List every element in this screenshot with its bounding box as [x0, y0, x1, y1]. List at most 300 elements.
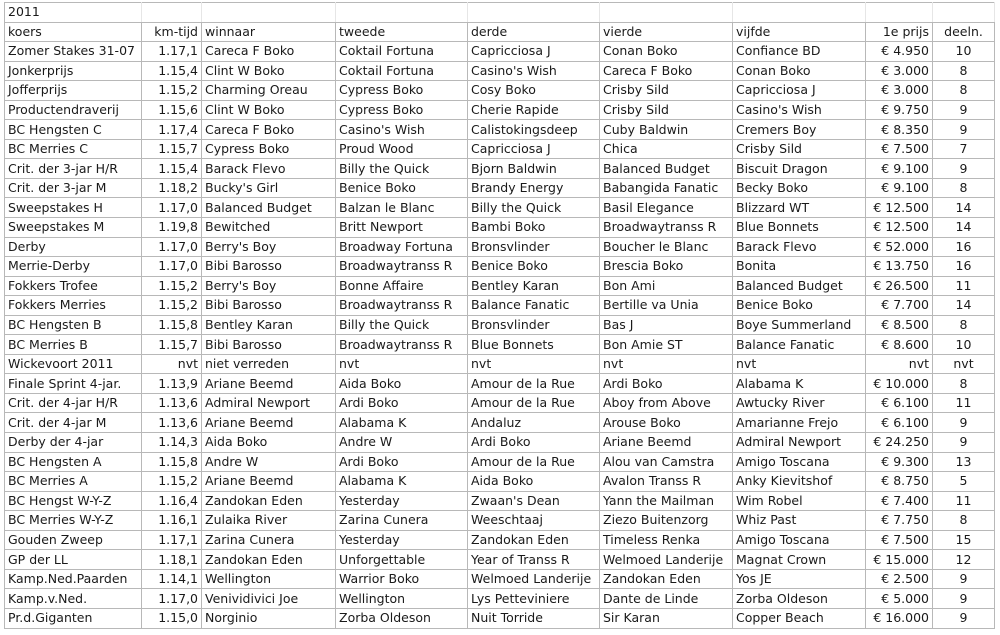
cell-prijs[interactable]: nvt [866, 354, 933, 374]
cell-prijs[interactable]: € 13.750 [866, 257, 933, 277]
table-row [5, 452, 995, 472]
cell-winnaar[interactable]: Bibi Barosso [202, 335, 336, 355]
cell-deelnemers[interactable]: 13 [933, 452, 995, 472]
cell-deelnemers[interactable]: 9 [933, 433, 995, 453]
cell-vierde[interactable]: Ardi Boko [600, 374, 733, 394]
cell-koers[interactable]: Pr.d.Giganten [5, 608, 142, 628]
cell-winnaar[interactable]: Admiral Newport [202, 393, 336, 413]
table-row [5, 491, 995, 511]
cell-tweede[interactable]: Bonne Affaire [336, 276, 468, 296]
cell-vijfde[interactable]: Yos JE [733, 569, 866, 589]
cell-prijs[interactable]: € 9.300 [866, 452, 933, 472]
cell-vierde[interactable]: Yann the Mailman [600, 491, 733, 511]
table-row [5, 511, 995, 531]
cell-km-tijd[interactable]: 1.15,7 [142, 139, 202, 159]
header-vierde[interactable]: vierde [600, 22, 733, 42]
cell-vijfde[interactable]: Balanced Budget [733, 276, 866, 296]
cell-koers[interactable]: GP der LL [5, 550, 142, 570]
table-row [5, 159, 995, 179]
cell-deelnemers[interactable]: 9 [933, 569, 995, 589]
cell-deelnemers[interactable]: 8 [933, 511, 995, 531]
cell-winnaar[interactable]: Bentley Karan [202, 315, 336, 335]
table-row [5, 296, 995, 316]
cell-km-tijd[interactable]: 1.15,2 [142, 296, 202, 316]
cell-tweede[interactable]: Billy the Quick [336, 315, 468, 335]
cell-winnaar[interactable]: Aida Boko [202, 433, 336, 453]
cell-km-tijd[interactable]: 1.18,1 [142, 550, 202, 570]
header-km-tijd[interactable]: km-tijd [142, 22, 202, 42]
cell-tweede[interactable]: Ardi Boko [336, 393, 468, 413]
cell-winnaar[interactable]: Charming Oreau [202, 81, 336, 101]
cell-vijfde[interactable]: Confiance BD [733, 42, 866, 62]
cell-derde[interactable]: Casino's Wish [468, 61, 600, 81]
cell-prijs[interactable]: € 6.100 [866, 393, 933, 413]
cell-vijfde[interactable]: Capricciosa J [733, 81, 866, 101]
cell-winnaar[interactable]: Berry's Boy [202, 237, 336, 257]
cell-winnaar[interactable]: Ariane Beemd [202, 374, 336, 394]
cell-vijfde[interactable]: nvt [733, 354, 866, 374]
cell-tweede[interactable]: Warrior Boko [336, 569, 468, 589]
cell-koers[interactable]: Jonkerprijs [5, 61, 142, 81]
cell-tweede[interactable]: Unforgettable [336, 550, 468, 570]
cell-derde[interactable]: Amour de la Rue [468, 452, 600, 472]
cell-koers[interactable]: Kamp.Ned.Paarden [5, 569, 142, 589]
cell-deelnemers[interactable]: 9 [933, 159, 995, 179]
cell-km-tijd[interactable]: 1.17,0 [142, 589, 202, 609]
cell-prijs[interactable]: € 7.750 [866, 511, 933, 531]
cell-prijs[interactable]: € 7.700 [866, 296, 933, 316]
cell-prijs[interactable]: € 3.000 [866, 61, 933, 81]
cell-km-tijd[interactable]: 1.16,1 [142, 511, 202, 531]
cell-derde[interactable]: Bambi Boko [468, 218, 600, 238]
cell-vijfde[interactable]: Becky Boko [733, 178, 866, 198]
cell-koers[interactable]: Kamp.v.Ned. [5, 589, 142, 609]
cell-vierde[interactable]: Bon Amie ST [600, 335, 733, 355]
cell-koers[interactable]: BC Merries W-Y-Z [5, 511, 142, 531]
cell-deelnemers[interactable]: 14 [933, 296, 995, 316]
cell-deelnemers[interactable]: 7 [933, 139, 995, 159]
cell-vierde[interactable]: Balanced Budget [600, 159, 733, 179]
cell-km-tijd[interactable]: 1.15,4 [142, 61, 202, 81]
cell-koers[interactable]: BC Hengsten A [5, 452, 142, 472]
cell-winnaar[interactable]: Zulaika River [202, 511, 336, 531]
cell-vierde[interactable]: Alou van Camstra [600, 452, 733, 472]
cell-vierde[interactable]: Conan Boko [600, 42, 733, 62]
cell-vijfde[interactable]: Bonita [733, 257, 866, 277]
cell-derde[interactable]: Bronsvlinder [468, 315, 600, 335]
cell-deelnemers[interactable]: 8 [933, 315, 995, 335]
cell-derde[interactable]: Lys Petteviniere [468, 589, 600, 609]
cell-tweede[interactable]: Wellington [336, 589, 468, 609]
cell-deelnemers[interactable]: 10 [933, 42, 995, 62]
cell-km-tijd[interactable]: 1.17,0 [142, 198, 202, 218]
cell-deelnemers[interactable]: 9 [933, 413, 995, 433]
cell-prijs[interactable]: € 10.000 [866, 374, 933, 394]
cell-deelnemers[interactable]: 14 [933, 218, 995, 238]
cell-vijfde[interactable]: Copper Beach [733, 608, 866, 628]
cell-derde[interactable]: Capricciosa J [468, 139, 600, 159]
cell-winnaar[interactable]: Careca F Boko [202, 120, 336, 140]
cell-koers[interactable]: Finale Sprint 4-jar. [5, 374, 142, 394]
cell-derde[interactable]: Amour de la Rue [468, 393, 600, 413]
cell-tweede[interactable]: Broadwaytranss R [336, 296, 468, 316]
cell-derde[interactable]: Balance Fanatic [468, 296, 600, 316]
cell-tweede[interactable]: Billy the Quick [336, 159, 468, 179]
header-koers[interactable]: koers [5, 22, 142, 42]
cell-vierde[interactable]: Bertille va Unia [600, 296, 733, 316]
cell-km-tijd[interactable]: 1.14,1 [142, 569, 202, 589]
cell-tweede[interactable]: Benice Boko [336, 178, 468, 198]
year-cell[interactable]: 2011 [5, 3, 142, 23]
cell-vierde[interactable]: Sir Karan [600, 608, 733, 628]
cell-vierde[interactable]: Babangida Fanatic [600, 178, 733, 198]
table-row [5, 315, 995, 335]
table-row [5, 237, 995, 257]
cell-tweede[interactable]: Zorba Oldeson [336, 608, 468, 628]
cell-koers[interactable]: BC Merries A [5, 472, 142, 492]
cell-derde[interactable]: Ardi Boko [468, 433, 600, 453]
cell-derde[interactable]: Blue Bonnets [468, 335, 600, 355]
cell-vijfde[interactable]: Blizzard WT [733, 198, 866, 218]
cell-koers[interactable]: Jofferprijs [5, 81, 142, 101]
table-row [5, 335, 995, 355]
cell-tweede[interactable]: Broadwaytranss R [336, 335, 468, 355]
cell-derde[interactable]: Bentley Karan [468, 276, 600, 296]
cell-winnaar[interactable]: Clint W Boko [202, 61, 336, 81]
cell-km-tijd[interactable]: 1.17,1 [142, 42, 202, 62]
table-row [5, 218, 995, 238]
header-tweede[interactable]: tweede [336, 22, 468, 42]
cell-derde[interactable]: Cosy Boko [468, 81, 600, 101]
cell-tweede[interactable]: Andre W [336, 433, 468, 453]
cell-winnaar[interactable]: Bewitched [202, 218, 336, 238]
cell-km-tijd[interactable]: 1.15,0 [142, 608, 202, 628]
cell-winnaar[interactable]: Wellington [202, 569, 336, 589]
cell-km-tijd[interactable]: 1.17,0 [142, 257, 202, 277]
cell-koers[interactable]: Derby der 4-jar [5, 433, 142, 453]
cell-deelnemers[interactable]: 9 [933, 589, 995, 609]
cell-vijfde[interactable]: Biscuit Dragon [733, 159, 866, 179]
cell-vierde[interactable]: Cuby Baldwin [600, 120, 733, 140]
table-row [5, 374, 995, 394]
cell-koers[interactable]: Crit. der 4-jar M [5, 413, 142, 433]
cell-km-tijd[interactable]: 1.16,4 [142, 491, 202, 511]
cell-km-tijd[interactable]: 1.15,2 [142, 472, 202, 492]
cell-prijs[interactable]: € 6.100 [866, 413, 933, 433]
cell-winnaar[interactable]: Venividivici Joe [202, 589, 336, 609]
cell-vierde[interactable]: Timeless Renka [600, 530, 733, 550]
cell-vijfde[interactable]: Benice Boko [733, 296, 866, 316]
cell-koers[interactable]: Crit. der 3-jar H/R [5, 159, 142, 179]
cell-vijfde[interactable]: Alabama K [733, 374, 866, 394]
cell-winnaar[interactable]: niet verreden [202, 354, 336, 374]
cell-km-tijd[interactable]: nvt [142, 354, 202, 374]
cell-winnaar[interactable]: Careca F Boko [202, 42, 336, 62]
cell-koers[interactable]: Sweepstakes M [5, 218, 142, 238]
cell-derde[interactable]: Weeschtaaj [468, 511, 600, 531]
cell-deelnemers[interactable]: 11 [933, 491, 995, 511]
cell-vierde[interactable]: Bas J [600, 315, 733, 335]
race-results-table [4, 2, 995, 629]
cell-vijfde[interactable]: Boye Summerland [733, 315, 866, 335]
cell-km-tijd[interactable]: 1.15,4 [142, 159, 202, 179]
cell-winnaar[interactable]: Barack Flevo [202, 159, 336, 179]
cell-vierde[interactable]: Bon Ami [600, 276, 733, 296]
cell-tweede[interactable]: Broadway Fortuna [336, 237, 468, 257]
cell-vijfde[interactable]: Cremers Boy [733, 120, 866, 140]
cell-prijs[interactable]: € 9.100 [866, 159, 933, 179]
table-row [5, 178, 995, 198]
cell-tweede[interactable]: Alabama K [336, 472, 468, 492]
cell-winnaar[interactable]: Norginio [202, 608, 336, 628]
cell-deelnemers[interactable]: 8 [933, 178, 995, 198]
cell-winnaar[interactable]: Berry's Boy [202, 276, 336, 296]
cell-vierde[interactable]: Ariane Beemd [600, 433, 733, 453]
cell-tweede[interactable]: Cypress Boko [336, 81, 468, 101]
cell-deelnemers[interactable]: 8 [933, 374, 995, 394]
cell-deelnemers[interactable]: 9 [933, 608, 995, 628]
cell-deelnemers[interactable]: 12 [933, 550, 995, 570]
cell-vierde[interactable]: nvt [600, 354, 733, 374]
cell-vijfde[interactable]: Anky Kievitshof [733, 472, 866, 492]
cell-winnaar[interactable]: Andre W [202, 452, 336, 472]
cell-prijs[interactable]: € 8.750 [866, 472, 933, 492]
cell-tweede[interactable]: Coktail Fortuna [336, 61, 468, 81]
cell-tweede[interactable]: Cypress Boko [336, 100, 468, 120]
cell-vierde[interactable]: Boucher le Blanc [600, 237, 733, 257]
cell-vijfde[interactable]: Wim Robel [733, 491, 866, 511]
cell-km-tijd[interactable]: 1.13,9 [142, 374, 202, 394]
cell-km-tijd[interactable]: 1.17,1 [142, 530, 202, 550]
cell-derde[interactable]: Andaluz [468, 413, 600, 433]
cell-winnaar[interactable]: Clint W Boko [202, 100, 336, 120]
cell-deelnemers[interactable]: 16 [933, 257, 995, 277]
cell-km-tijd[interactable]: 1.19,8 [142, 218, 202, 238]
cell-prijs[interactable]: € 2.500 [866, 569, 933, 589]
cell-vijfde[interactable]: Magnat Crown [733, 550, 866, 570]
cell-koers[interactable]: BC Hengst W-Y-Z [5, 491, 142, 511]
header-1e-prijs[interactable]: 1e prijs [866, 22, 933, 42]
cell-vijfde[interactable]: Amigo Toscana [733, 530, 866, 550]
cell-tweede[interactable]: Yesterday [336, 530, 468, 550]
cell-km-tijd[interactable]: 1.17,0 [142, 237, 202, 257]
cell-tweede[interactable]: Coktail Fortuna [336, 42, 468, 62]
cell-deelnemers[interactable]: 5 [933, 472, 995, 492]
cell-derde[interactable]: Benice Boko [468, 257, 600, 277]
cell-deelnemers[interactable]: 8 [933, 61, 995, 81]
cell-vierde[interactable]: Chica [600, 139, 733, 159]
cell-deelnemers[interactable]: nvt [933, 354, 995, 374]
cell-tweede[interactable]: Britt Newport [336, 218, 468, 238]
cell-koers[interactable]: Gouden Zweep [5, 530, 142, 550]
cell-tweede[interactable]: Yesterday [336, 491, 468, 511]
cell-derde[interactable]: Amour de la Rue [468, 374, 600, 394]
cell-km-tijd[interactable]: 1.13,6 [142, 393, 202, 413]
cell-tweede[interactable]: Proud Wood [336, 139, 468, 159]
cell-prijs[interactable]: € 26.500 [866, 276, 933, 296]
cell-winnaar[interactable]: Balanced Budget [202, 198, 336, 218]
cell-vijfde[interactable]: Awtucky River [733, 393, 866, 413]
cell-winnaar[interactable]: Ariane Beemd [202, 413, 336, 433]
cell-tweede[interactable]: Casino's Wish [336, 120, 468, 140]
cell-koers[interactable]: BC Merries C [5, 139, 142, 159]
cell-deelnemers[interactable]: 16 [933, 237, 995, 257]
cell-koers[interactable]: Derby [5, 237, 142, 257]
cell-koers[interactable]: Sweepstakes H [5, 198, 142, 218]
cell-koers[interactable]: Merrie-Derby [5, 257, 142, 277]
cell-deelnemers[interactable]: 14 [933, 198, 995, 218]
cell-km-tijd[interactable]: 1.18,2 [142, 178, 202, 198]
cell-km-tijd[interactable]: 1.15,8 [142, 452, 202, 472]
header-deelnemers[interactable]: deeln. [933, 22, 995, 42]
cell-prijs[interactable]: € 15.000 [866, 550, 933, 570]
cell-deelnemers[interactable]: 15 [933, 530, 995, 550]
cell-vierde[interactable]: Avalon Transs R [600, 472, 733, 492]
cell-tweede[interactable]: nvt [336, 354, 468, 374]
cell-derde[interactable]: Brandy Energy [468, 178, 600, 198]
cell-vijfde[interactable]: Barack Flevo [733, 237, 866, 257]
cell-koers[interactable]: Wickevoort 2011 [5, 354, 142, 374]
cell-deelnemers[interactable]: 10 [933, 335, 995, 355]
cell-derde[interactable]: Bronsvlinder [468, 237, 600, 257]
cell-derde[interactable]: Cherie Rapide [468, 100, 600, 120]
cell-vierde[interactable]: Arouse Boko [600, 413, 733, 433]
cell-vijfde[interactable]: Balance Fanatic [733, 335, 866, 355]
cell-vierde[interactable]: Crisby Sild [600, 100, 733, 120]
cell-prijs[interactable]: € 52.000 [866, 237, 933, 257]
cell-prijs[interactable]: € 8.600 [866, 335, 933, 355]
cell-prijs[interactable]: € 7.500 [866, 139, 933, 159]
cell-derde[interactable]: Nuit Torride [468, 608, 600, 628]
cell-km-tijd[interactable]: 1.14,3 [142, 433, 202, 453]
cell-km-tijd[interactable]: 1.15,2 [142, 81, 202, 101]
cell-tweede[interactable]: Zarina Cunera [336, 511, 468, 531]
header-derde[interactable]: derde [468, 22, 600, 42]
cell-km-tijd[interactable]: 1.17,4 [142, 120, 202, 140]
cell-derde[interactable]: Year of Transs R [468, 550, 600, 570]
cell-vierde[interactable]: Brescia Boko [600, 257, 733, 277]
cell-prijs[interactable]: € 8.350 [866, 120, 933, 140]
cell-vierde[interactable]: Zandokan Eden [600, 569, 733, 589]
cell-vijfde[interactable]: Zorba Oldeson [733, 589, 866, 609]
table-row [5, 81, 995, 101]
cell-tweede[interactable]: Alabama K [336, 413, 468, 433]
cell-km-tijd[interactable]: 1.15,2 [142, 276, 202, 296]
cell-tweede[interactable]: Broadwaytranss R [336, 257, 468, 277]
cell-vijfde[interactable]: Whiz Past [733, 511, 866, 531]
year-row [5, 3, 995, 23]
cell-prijs[interactable]: € 8.500 [866, 315, 933, 335]
cell-vierde[interactable]: Crisby Sild [600, 81, 733, 101]
cell-prijs[interactable]: € 3.000 [866, 81, 933, 101]
cell-koers[interactable]: Productendraverij [5, 100, 142, 120]
cell-winnaar[interactable]: Zarina Cunera [202, 530, 336, 550]
cell-koers[interactable]: BC Merries B [5, 335, 142, 355]
cell-vijfde[interactable]: Blue Bonnets [733, 218, 866, 238]
cell-prijs[interactable]: € 12.500 [866, 198, 933, 218]
cell-winnaar[interactable]: Bucky's Girl [202, 178, 336, 198]
cell-prijs[interactable]: € 7.400 [866, 491, 933, 511]
cell-derde[interactable]: Zwaan's Dean [468, 491, 600, 511]
table-row [5, 276, 995, 296]
cell-vierde[interactable]: Careca F Boko [600, 61, 733, 81]
cell-prijs[interactable]: € 4.950 [866, 42, 933, 62]
cell-tweede[interactable]: Balzan le Blanc [336, 198, 468, 218]
table-row [5, 589, 995, 609]
cell-tweede[interactable]: Aida Boko [336, 374, 468, 394]
cell-deelnemers[interactable]: 9 [933, 120, 995, 140]
cell-prijs[interactable]: € 9.100 [866, 178, 933, 198]
cell-prijs[interactable]: € 16.000 [866, 608, 933, 628]
cell-vierde[interactable]: Welmoed Landerije [600, 550, 733, 570]
cell-koers[interactable]: Fokkers Merries [5, 296, 142, 316]
cell-km-tijd[interactable]: 1.15,6 [142, 100, 202, 120]
cell-winnaar[interactable]: Zandokan Eden [202, 491, 336, 511]
cell-derde[interactable]: Billy the Quick [468, 198, 600, 218]
cell-winnaar[interactable]: Bibi Barosso [202, 257, 336, 277]
cell-prijs[interactable]: € 7.500 [866, 530, 933, 550]
cell-koers[interactable]: Fokkers Trofee [5, 276, 142, 296]
cell-vijfde[interactable]: Amigo Toscana [733, 452, 866, 472]
cell-km-tijd[interactable]: 1.15,7 [142, 335, 202, 355]
cell-derde[interactable]: nvt [468, 354, 600, 374]
cell-vierde[interactable]: Dante de Linde [600, 589, 733, 609]
cell-vierde[interactable]: Broadwaytranss R [600, 218, 733, 238]
cell-vierde[interactable]: Aboy from Above [600, 393, 733, 413]
cell-vijfde[interactable]: Conan Boko [733, 61, 866, 81]
table-row [5, 100, 995, 120]
cell-prijs[interactable]: € 24.250 [866, 433, 933, 453]
header-vijfde[interactable]: vijfde [733, 22, 866, 42]
cell-derde[interactable]: Capricciosa J [468, 42, 600, 62]
cell-prijs[interactable]: € 5.000 [866, 589, 933, 609]
cell-deelnemers[interactable]: 11 [933, 393, 995, 413]
cell-koers[interactable]: Crit. der 4-jar H/R [5, 393, 142, 413]
cell-vijfde[interactable]: Admiral Newport [733, 433, 866, 453]
cell-winnaar[interactable]: Zandokan Eden [202, 550, 336, 570]
header-winnaar[interactable]: winnaar [202, 22, 336, 42]
cell-deelnemers[interactable]: 11 [933, 276, 995, 296]
cell-tweede[interactable]: Ardi Boko [336, 452, 468, 472]
cell-derde[interactable]: Aida Boko [468, 472, 600, 492]
cell-vijfde[interactable]: Crisby Sild [733, 139, 866, 159]
cell-km-tijd[interactable]: 1.13,6 [142, 413, 202, 433]
cell-deelnemers[interactable]: 9 [933, 100, 995, 120]
cell-winnaar[interactable]: Bibi Barosso [202, 296, 336, 316]
cell-koers[interactable]: Zomer Stakes 31-07 [5, 42, 142, 62]
cell-koers[interactable]: Crit. der 3-jar M [5, 178, 142, 198]
cell-koers[interactable]: BC Hengsten C [5, 120, 142, 140]
cell-derde[interactable]: Bjorn Baldwin [468, 159, 600, 179]
cell-koers[interactable]: BC Hengsten B [5, 315, 142, 335]
table-row [5, 120, 995, 140]
cell-prijs[interactable]: € 12.500 [866, 218, 933, 238]
cell-derde[interactable]: Welmoed Landerije [468, 569, 600, 589]
cell-vierde[interactable]: Basil Elegance [600, 198, 733, 218]
cell-km-tijd[interactable]: 1.15,8 [142, 315, 202, 335]
cell-prijs[interactable]: € 9.750 [866, 100, 933, 120]
cell-winnaar[interactable]: Cypress Boko [202, 139, 336, 159]
cell-derde[interactable]: Zandokan Eden [468, 530, 600, 550]
table-row [5, 550, 995, 570]
cell-winnaar[interactable]: Ariane Beemd [202, 472, 336, 492]
cell-deelnemers[interactable]: 8 [933, 81, 995, 101]
cell-derde[interactable]: Calistokingsdeep [468, 120, 600, 140]
table-row [5, 139, 995, 159]
cell-vijfde[interactable]: Casino's Wish [733, 100, 866, 120]
cell-vijfde[interactable]: Amarianne Frejo [733, 413, 866, 433]
cell-vierde[interactable]: Ziezo Buitenzorg [600, 511, 733, 531]
